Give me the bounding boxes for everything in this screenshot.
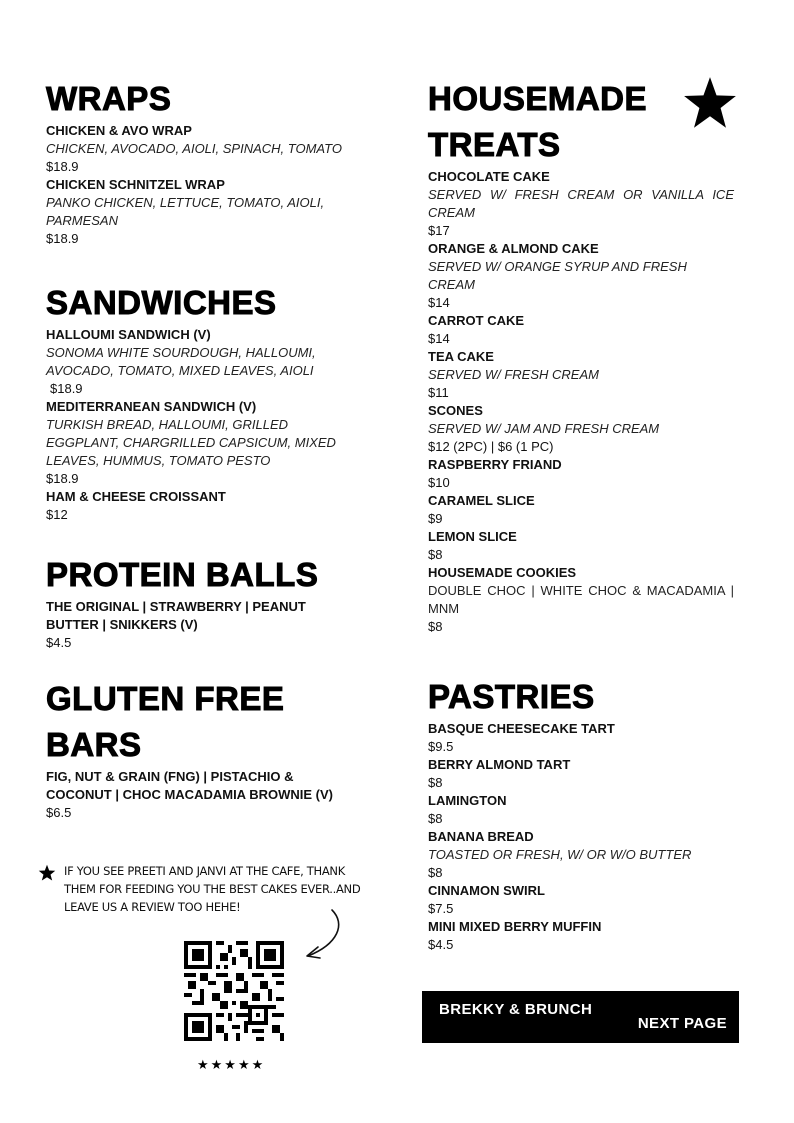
menu-item [46,768,356,822]
menu-item [428,756,734,792]
menu-item [428,492,734,528]
item-desc: TURKISH BREAD, HALLOUMI, GRILLED EGGPLANT, CHARGRILLED CAPSICUM, MIXED LEAVES, HUMMUS, TOMATO PESTO [46,417,336,468]
item-price: $12 (2PC) | $6 (1 PC) [428,439,554,454]
menu-item [46,598,356,652]
menu-item [428,828,734,882]
section-title-pastries: PASTRIES [428,678,595,715]
item-name: CINNAMON SWIRL [428,883,545,898]
item-name: HAM & CHEESE CROISSANT [46,489,226,504]
item-name: LEMON SLICE [428,529,517,544]
item-name: MINI MIXED BERRY MUFFIN [428,919,602,934]
section-title-treats-line2: TREATS [428,126,561,163]
item-name: CARROT CAKE [428,313,525,328]
item-name: RASPBERRY FRIAND [428,457,562,472]
section-title-wraps: WRAPS [46,80,172,117]
right-column [428,76,734,954]
item-price: $18.9 [46,471,79,486]
item-name: TEA CAKE [428,349,494,364]
menu-item [46,176,356,248]
menu-item [428,348,734,402]
menu-item [428,564,734,636]
item-name: SCONES [428,403,483,418]
menu-item [46,488,356,524]
item-name: BASQUE CHEESECAKE TART [428,721,615,736]
curved-arrow-icon [300,906,348,966]
item-price: $18.9 [46,159,79,174]
item-desc: SONOMA WHITE SOURDOUGH, HALLOUMI, AVOCADO, TOMATO, MIXED LEAVES, AIOLI [46,345,316,378]
item-price: $14 [428,295,450,310]
menu-item [428,792,734,828]
item-desc: SERVED W/ FRESH CREAM [428,367,599,382]
item-name: BANANA BREAD [428,829,534,844]
item-name: LAMINGTON [428,793,507,808]
gluten-free-section [46,676,356,822]
item-price: $4.5 [46,635,72,650]
menu-item [428,402,734,456]
menu-item [428,882,734,918]
left-column [46,76,356,822]
item-name: CHOCOLATE CAKE [428,169,550,184]
item-name: MEDITERRANEAN SANDWICH (V) [46,399,257,414]
pastries-section [428,674,734,954]
section-title-gluten-free: GLUTEN FREE [46,680,285,717]
section-title-treats: HOUSEMADE [428,80,648,117]
section-title-protein-balls: PROTEIN BALLS [46,556,319,593]
menu-item [428,240,734,312]
item-price: $18.9 [46,231,79,246]
item-price: $7.5 [428,901,454,916]
protein-balls-section [46,552,356,652]
item-price: $14 [428,331,450,346]
item-price: $8 [428,775,443,790]
next-page-button[interactable] [422,991,739,1043]
treats-section [428,76,734,636]
menu-item [428,312,734,348]
star-icon [682,76,738,130]
item-name: BERRY ALMOND TART [428,757,571,772]
item-price: $9.5 [428,739,454,754]
item-desc: SERVED W/ JAM AND FRESH CREAM [428,421,660,436]
item-price: $11 [428,385,449,400]
item-desc: PANKO CHICKEN, LETTUCE, TOMATO, AIOLI, PARMESAN [46,195,325,228]
item-desc: CHICKEN, AVOCADO, AIOLI, SPINACH, TOMATO [46,141,342,156]
qr-code[interactable] [184,941,284,1041]
wraps-section [46,76,356,248]
next-page-label-top: BREKKY & BRUNCH [439,1001,593,1018]
section-title-gluten-free-line2: BARS [46,726,142,763]
next-page-label-bottom: NEXT PAGE [637,1015,727,1032]
item-price: $6.5 [46,805,72,820]
item-price: $4.5 [428,937,454,952]
item-price: $12 [46,507,68,522]
menu-item [428,918,734,954]
item-price: $8 [428,865,443,880]
item-desc: SERVED W/ ORANGE SYRUP AND FRESH CREAM [428,259,687,292]
item-price: $17 [428,223,450,238]
item-desc: TOASTED OR FRESH, W/ OR W/O BUTTER [428,847,692,862]
item-name: CARAMEL SLICE [428,493,535,508]
item-name: CHICKEN SCHNITZEL WRAP [46,177,225,192]
menu-item [46,326,356,398]
item-name: HALLOUMI SANDWICH (V) [46,327,211,342]
menu-item [46,122,356,176]
item-price: $8 [428,547,443,562]
item-flavours: THE ORIGINAL | STRAWBERRY | PEANUT BUTTER | SNIKKERS (V) [46,599,306,632]
menu-item [428,456,734,492]
rating-stars: ★★★★★ [197,1057,266,1072]
menu-item [428,720,734,756]
section-title-sandwiches: SANDWICHES [46,284,277,321]
item-price: $10 [428,475,450,490]
item-price: $8 [428,619,443,634]
sandwiches-section [46,280,356,524]
item-name: HOUSEMADE COOKIES [428,565,577,580]
item-flavours: FIG, NUT & GRAIN (FNG) | PISTACHIO & COCONUT | CHOC MACADAMIA BROWNIE (V) [46,769,333,802]
item-flavours: DOUBLE CHOC | WHITE CHOC & MACADAMIA | MNM [428,583,734,616]
menu-item [428,528,734,564]
item-desc: SERVED W/ FRESH CREAM OR VANILLA ICE CREAM [428,187,734,220]
star-icon [38,864,56,882]
item-name: CHICKEN & AVO WRAP [46,123,192,138]
menu-item [428,168,734,240]
item-price: $8 [428,811,443,826]
item-name: ORANGE & ALMOND CAKE [428,241,599,256]
review-note: IF YOU SEE PREETI AND JANVI AT THE CAFE, THANK THEM FOR FEEDING YOU THE BEST CAKES EVER..AND LEAVE US A REVIEW TOO HEHE! [64,864,361,914]
menu-item [46,398,356,488]
item-price: $9 [428,511,443,526]
item-price: $18.9 [50,381,83,396]
